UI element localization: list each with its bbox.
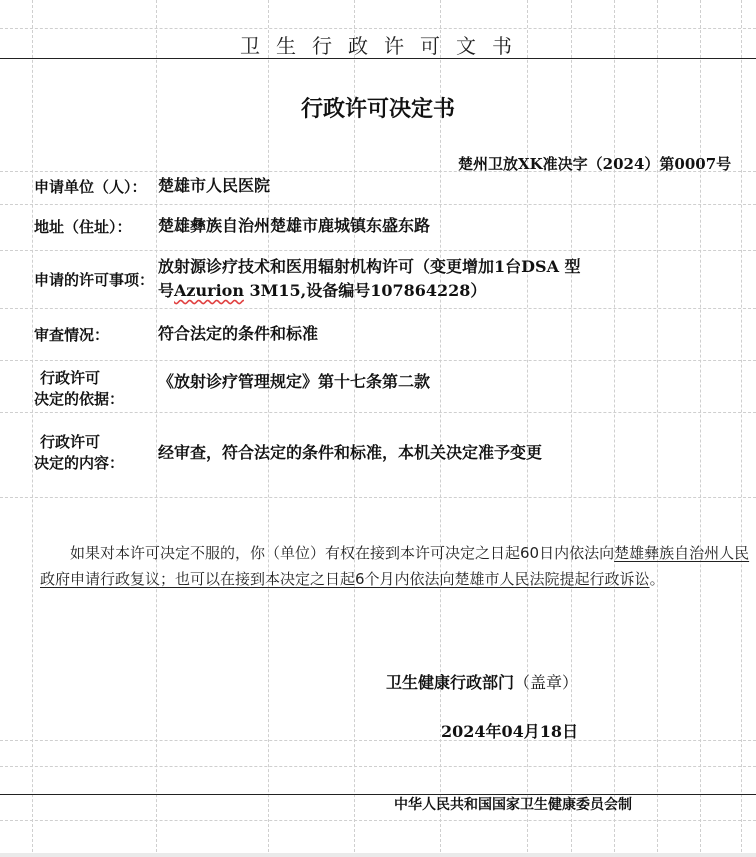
appeal-notice-end: 。 [649,570,665,588]
issue-date: 2024年04月18日 [441,722,579,741]
appeal-notice-underlined: 楚雄彝族自治州人民政府申请行政复议；也可以在接到本决定之日起6个月内依法向楚雄市人民法院提起行政诉讼 [40,544,750,588]
review-value: 符合法定的条件和标准 [158,324,319,343]
horizontal-scrollbar[interactable] [0,853,756,857]
footer-issuer: 中华人民共和国国家卫生健康委员会制 [394,797,632,813]
document-title: 行政许可决定书 [300,96,455,122]
device-model: Azurion [174,281,244,300]
basis-label-line2: 决定的依据： [34,390,125,408]
content-label-line1: 行政许可 [40,433,101,451]
basis-label-line1: 行政许可 [40,369,101,387]
license-item-prefix: 号 [158,281,175,300]
applicant-value: 楚雄市人民医院 [158,176,271,195]
content-value: 经审查，符合法定的条件和标准，本机关决定准予变更 [158,443,543,462]
seal-note: （盖章） [514,673,579,692]
license-item-label: 申请的许可事项： [34,271,155,289]
license-item-value-line1: 放射源诊疗技术和医用辐射机构许可（变更增加1台DSA 型 [158,257,581,276]
issuer [386,670,578,693]
appeal-notice [40,540,756,592]
license-item-value-line2 [158,280,486,302]
applicant-label: 申请单位（人）： [34,178,147,196]
document-number: 楚州卫放XK准决字（2024）第0007号 [458,155,732,173]
issuer-name: 卫生健康行政部门 [386,673,515,692]
basis-value: 《放射诊疗管理规定》第十七条第二款 [158,372,431,391]
license-item-suffix: 3M15,设备编号107864228） [243,281,487,300]
content-label-line2: 决定的内容： [34,454,125,472]
address-label: 地址（住址）： [34,218,132,236]
address-value: 楚雄彝族自治州楚雄市鹿城镇东盛东路 [158,216,431,235]
document-type-header: 卫生行政许可文书 [240,34,528,58]
appeal-notice-part1: 如果对本许可决定不服的，你（单位）有权在接到本许可决定之日起60日内依法向 [70,544,615,562]
review-label: 审查情况： [34,326,110,344]
